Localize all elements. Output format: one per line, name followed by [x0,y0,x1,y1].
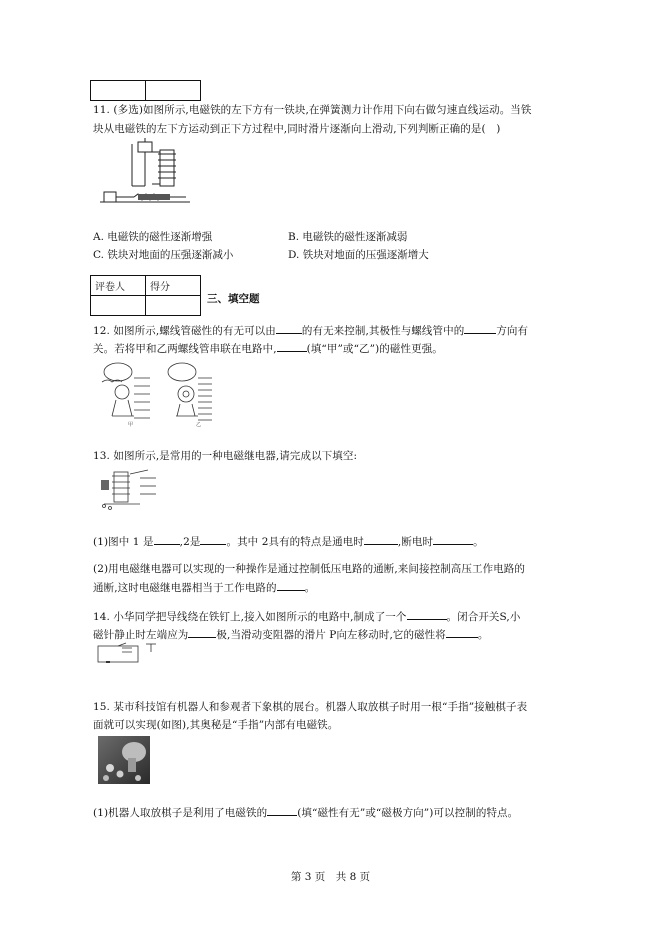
q14-text-2c: 。 [477,629,489,641]
q12-text-1b: 的有无来控制,其极性与螺线管中的 [301,325,465,337]
top-table-cell-2 [146,81,201,101]
q14-text-2b: 极,当滑动变阻器的滑片 P向左移动时,它的磁性将 [216,629,446,641]
q13-blank-3[interactable] [364,534,398,545]
label-yi: 乙 [196,422,202,428]
q14-line1 [93,609,520,624]
top-table-cell-1 [91,81,146,101]
q14-text-1a: 14. 小华同学把导线绕在铁钉上,接入如图所示的电路中,制成了一个 [93,611,407,623]
q13-blank-4[interactable] [433,534,473,545]
q14-text-2a: 磁针静止时左端应为 [93,629,189,641]
q12-blank-3[interactable] [277,341,307,352]
q15-part1 [93,805,518,820]
section3-score-table [90,275,201,316]
q14-blank-2[interactable] [188,627,216,638]
robot-chess-photo-icon [98,736,150,784]
q12-text-1c: 方向有 [496,325,529,337]
q15-text-1a: (1)机器人取放棋子是利用了电磁铁的 [93,807,268,819]
q12-line1 [93,323,528,338]
two-solenoids-cartoon-icon [100,360,220,428]
q13-text-1e: 。 [473,536,484,548]
q13-part1 [93,534,484,549]
q11-line2: 块从电磁铁的左下方运动到正下方过程中,同时滑片逐渐向上滑动,下列判断正确的是( ) [93,123,501,135]
q12-text-2b: (填“甲”或“乙”)的磁性更强。 [306,343,443,355]
q15-text-1b: (填“磁性有无”或“磁极方向”)可以控制的特点。 [297,807,519,819]
q13-blank-2[interactable] [200,534,226,545]
q14-text-1b: 。闭合开关S,小 [446,611,521,623]
q14-line2 [93,627,489,642]
q12-blank-2[interactable] [464,323,496,334]
q13-blank-1[interactable] [154,534,180,545]
q12-text-2a: 关。若将甲和乙两螺线管串联在电路中, [93,343,277,355]
q11-option-d: D. 铁块对地面的压强逐渐增大 [288,249,429,261]
score-cell [146,296,201,316]
electromagnetic-relay-diagram-icon [100,466,160,512]
q15-line1: 15. 某市科技馆有机器人和参观者下象棋的展台。机器人取放棋子时用一根“手指”接触棋子表 [93,701,528,713]
q13-part2-line1: (2)用电磁继电器可以实现的一种操作是通过控制低压电路的通断,来间接控制高压工作电路的 [93,563,526,575]
q12-line2 [93,341,443,356]
q15-blank-1[interactable] [267,805,297,816]
q13-text-1b: ,2是 [179,536,201,548]
nail-electromagnet-circuit-icon [96,642,162,666]
q13-part2-line2 [93,580,315,595]
q11-option-a: A. 电磁铁的磁性逐渐增强 [93,231,213,243]
q14-blank-1[interactable] [407,609,447,620]
electromagnet-circuit-diagram-icon [100,138,190,210]
top-score-table [90,80,201,101]
q14-blank-3[interactable] [446,627,478,638]
q13-text-1a: (1)图中 1 是 [93,536,154,548]
section3-title: 三、填空题 [207,293,260,305]
q11-option-c: C. 铁块对地面的压强逐渐减小 [93,249,234,261]
score-label: 得分 [146,276,201,296]
q15-line2: 面就可以实现(如图),其奥秘是“手指”内部有电磁铁。 [93,719,339,731]
q13-text-1d: ,断电时 [397,536,434,548]
q13-intro: 13. 如图所示,是常用的一种电磁继电器,请完成以下填空: [93,450,358,462]
q11-line1: 11. (多选)如图所示,电磁铁的左下方有一铁块,在弹簧测力计作用下向右做匀速直线运动。当铁 [93,104,532,116]
q12-text-1a: 12. 如图所示,螺线管磁性的有无可以由 [93,325,276,337]
q13-blank-5[interactable] [277,580,305,591]
grader-label: 评卷人 [91,276,146,296]
q13-text-2a: 通断,这时电磁继电器相当于工作电路的 [93,582,277,594]
q13-text-1c: 。其中 2具有的特点是通电时 [226,536,364,548]
q12-blank-1[interactable] [276,323,302,334]
q13-text-2b: 。 [304,582,316,594]
grader-cell [91,296,146,316]
label-jia: 甲 [128,422,134,428]
q11-option-b: B. 电磁铁的磁性逐渐减弱 [288,231,408,243]
page-footer: 第 3 页 共 8 页 [290,871,371,883]
